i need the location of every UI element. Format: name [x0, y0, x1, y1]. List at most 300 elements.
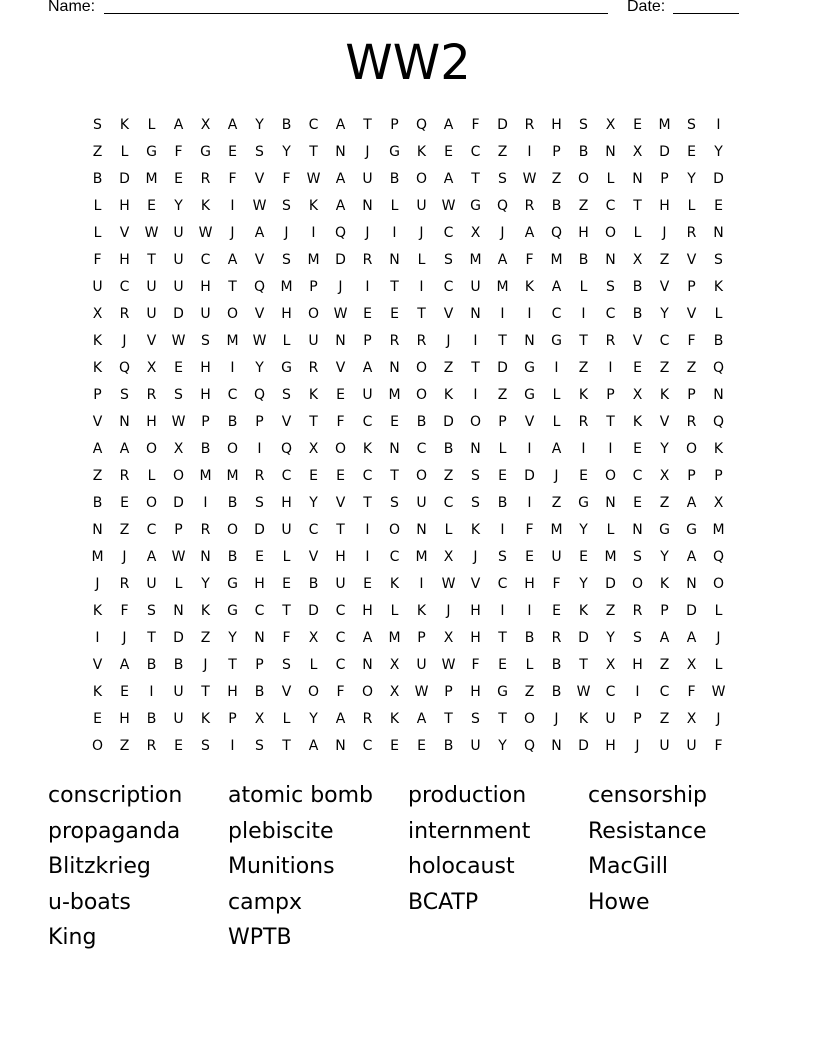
grid-letter: V: [308, 549, 319, 565]
grid-letter: M: [550, 522, 563, 538]
grid-row: [84, 490, 732, 517]
grid-letter: N: [470, 306, 481, 322]
grid-letter: G: [389, 144, 400, 160]
grid-letter: S: [444, 252, 453, 268]
grid-letter: T: [228, 279, 237, 295]
grid-letter: V: [659, 414, 670, 430]
grid-letter: Z: [443, 468, 454, 484]
grid-letter: E: [498, 657, 507, 673]
grid-letter: C: [362, 738, 373, 754]
grid-row: [84, 193, 732, 220]
grid-letter: H: [632, 657, 643, 673]
grid-letter: B: [578, 252, 589, 268]
grid-row: [84, 733, 732, 760]
grid-letter: O: [307, 306, 320, 322]
grid-letter: T: [579, 657, 588, 673]
grid-letter: Y: [660, 306, 669, 322]
grid-row: [84, 409, 732, 436]
grid-letter: L: [633, 225, 642, 241]
grid-letter: F: [93, 252, 102, 268]
grid-letter: S: [147, 603, 156, 619]
grid-letter: R: [146, 387, 157, 403]
grid-letter: I: [230, 198, 235, 214]
grid-letter: I: [500, 603, 505, 619]
grid-letter: A: [173, 117, 184, 133]
grid-letter: Z: [686, 360, 697, 376]
grid-letter: W: [522, 171, 537, 187]
grid-letter: E: [633, 360, 642, 376]
grid-letter: I: [365, 549, 370, 565]
grid-letter: M: [469, 252, 482, 268]
grid-letter: M: [388, 630, 401, 646]
grid-letter: A: [308, 738, 319, 754]
grid-letter: N: [686, 576, 697, 592]
grid-letter: T: [498, 630, 507, 646]
grid-letter: I: [527, 144, 532, 160]
grid-letter: R: [200, 171, 211, 187]
grid-letter: H: [281, 306, 292, 322]
grid-letter: G: [524, 360, 535, 376]
grid-letter: S: [687, 117, 696, 133]
grid-letter: G: [524, 387, 535, 403]
grid-letter: P: [228, 711, 237, 727]
grid-letter: U: [605, 711, 616, 727]
grid-letter: A: [497, 252, 508, 268]
grid-letter: U: [335, 576, 346, 592]
grid-letter: R: [632, 603, 643, 619]
grid-letter: H: [578, 225, 589, 241]
grid-letter: L: [282, 333, 291, 349]
grid-letter: M: [280, 279, 293, 295]
grid-letter: G: [659, 522, 670, 538]
grid-letter: F: [714, 738, 723, 754]
grid-letter: A: [686, 630, 697, 646]
grid-letter: P: [606, 387, 615, 403]
grid-letter: Z: [497, 144, 508, 160]
grid-letter: W: [198, 225, 213, 241]
grid-letter: V: [524, 414, 535, 430]
grid-letter: X: [443, 630, 454, 646]
grid-letter: H: [362, 603, 373, 619]
grid-letter: R: [686, 225, 697, 241]
grid-letter: H: [119, 252, 130, 268]
grid-letter: U: [200, 306, 211, 322]
grid-letter: O: [415, 468, 428, 484]
grid-letter: R: [119, 468, 130, 484]
grid-letter: K: [416, 144, 427, 160]
grid-letter: L: [309, 657, 318, 673]
grid-letter: S: [471, 468, 480, 484]
grid-letter: M: [388, 387, 401, 403]
grid-letter: A: [416, 711, 427, 727]
grid-letter: O: [388, 522, 401, 538]
grid-letter: J: [662, 225, 667, 241]
grid-letter: C: [281, 468, 292, 484]
grid-letter: R: [119, 576, 130, 592]
grid-letter: H: [470, 684, 481, 700]
grid-letter: V: [443, 306, 454, 322]
grid-letter: B: [551, 657, 562, 673]
grid-letter: D: [578, 738, 589, 754]
grid-letter: U: [308, 333, 319, 349]
grid-letter: R: [578, 414, 589, 430]
grid-letter: F: [120, 603, 129, 619]
grid-letter: C: [443, 495, 454, 511]
grid-letter: V: [470, 576, 481, 592]
grid-letter: X: [92, 306, 103, 322]
word-list-item: censorship: [588, 783, 708, 808]
grid-letter: O: [577, 171, 590, 187]
grid-letter: T: [444, 711, 453, 727]
grid-letter: C: [416, 441, 427, 457]
grid-letter: Z: [659, 252, 670, 268]
grid-letter: C: [632, 468, 643, 484]
grid-letter: O: [91, 738, 104, 754]
grid-letter: D: [497, 360, 508, 376]
header-row: [48, 0, 768, 20]
grid-letter: X: [605, 117, 616, 133]
grid-letter: A: [443, 171, 454, 187]
grid-letter: A: [551, 279, 562, 295]
grid-letter: L: [498, 441, 507, 457]
grid-letter: Y: [498, 738, 507, 754]
grid-letter: I: [95, 630, 100, 646]
grid-letter: N: [605, 252, 616, 268]
grid-row: [84, 220, 732, 247]
grid-letter: H: [119, 711, 130, 727]
grid-letter: E: [390, 306, 399, 322]
grid-letter: M: [496, 279, 509, 295]
grid-letter: O: [604, 468, 617, 484]
grid-letter: S: [201, 333, 210, 349]
grid-letter: L: [579, 279, 588, 295]
grid-letter: J: [95, 576, 100, 592]
grid-letter: C: [362, 468, 373, 484]
grid-letter: T: [363, 117, 372, 133]
grid-letter: T: [147, 630, 156, 646]
grid-letter: X: [443, 549, 454, 565]
word-list-item: Munitions: [228, 854, 335, 879]
grid-letter: I: [365, 522, 370, 538]
grid-letter: J: [446, 333, 451, 349]
grid-letter: R: [524, 198, 535, 214]
grid-letter: I: [527, 495, 532, 511]
grid-letter: U: [416, 495, 427, 511]
grid-letter: B: [524, 630, 535, 646]
grid-letter: E: [390, 738, 399, 754]
grid-letter: C: [254, 603, 265, 619]
grid-letter: H: [551, 117, 562, 133]
grid-letter: I: [581, 441, 586, 457]
grid-letter: E: [309, 468, 318, 484]
grid-letter: V: [686, 252, 697, 268]
grid-letter: E: [174, 738, 183, 754]
grid-letter: A: [146, 549, 157, 565]
grid-letter: V: [335, 360, 346, 376]
grid-letter: Y: [660, 441, 669, 457]
grid-letter: Z: [551, 495, 562, 511]
grid-letter: L: [606, 522, 615, 538]
grid-letter: R: [254, 468, 265, 484]
grid-letter: M: [550, 252, 563, 268]
grid-letter: X: [308, 441, 319, 457]
grid-letter: F: [687, 684, 696, 700]
grid-letter: K: [443, 387, 454, 403]
grid-letter: N: [254, 630, 265, 646]
grid-letter: E: [687, 144, 696, 160]
grid-letter: D: [605, 576, 616, 592]
grid-letter: O: [685, 441, 698, 457]
grid-letter: L: [444, 522, 453, 538]
grid-row: [84, 706, 732, 733]
grid-letter: Z: [659, 711, 670, 727]
grid-letter: Z: [119, 738, 130, 754]
grid-letter: O: [631, 576, 644, 592]
grid-letter: N: [173, 603, 184, 619]
grid-letter: E: [579, 549, 588, 565]
grid-letter: M: [307, 252, 320, 268]
word-list-item: production: [408, 783, 527, 808]
grid-letter: Q: [550, 225, 563, 241]
grid-letter: E: [633, 495, 642, 511]
grid-row: [84, 652, 732, 679]
grid-letter: H: [119, 198, 130, 214]
grid-letter: T: [309, 414, 318, 430]
grid-letter: T: [579, 333, 588, 349]
grid-letter: F: [336, 684, 345, 700]
grid-letter: N: [605, 144, 616, 160]
grid-letter: J: [203, 657, 208, 673]
grid-letter: E: [93, 711, 102, 727]
grid-letter: Y: [255, 117, 264, 133]
grid-letter: D: [686, 603, 697, 619]
grid-letter: F: [687, 333, 696, 349]
grid-letter: L: [714, 306, 723, 322]
grid-letter: J: [122, 549, 127, 565]
grid-letter: T: [633, 198, 642, 214]
grid-letter: E: [147, 198, 156, 214]
grid-letter: Z: [659, 495, 670, 511]
grid-letter: J: [365, 144, 370, 160]
grid-letter: B: [146, 711, 157, 727]
grid-letter: N: [416, 522, 427, 538]
grid-letter: U: [281, 522, 292, 538]
grid-letter: B: [146, 657, 157, 673]
grid-letter: J: [554, 468, 559, 484]
grid-letter: L: [687, 198, 696, 214]
grid-letter: X: [389, 684, 400, 700]
grid-letter: R: [362, 252, 373, 268]
grid-letter: S: [201, 738, 210, 754]
grid-letter: X: [200, 117, 211, 133]
grid-letter: F: [471, 117, 480, 133]
grid-letter: U: [362, 387, 373, 403]
grid-letter: T: [228, 657, 237, 673]
grid-letter: W: [171, 333, 186, 349]
grid-letter: Q: [253, 279, 266, 295]
grid-letter: E: [633, 441, 642, 457]
grid-letter: N: [713, 225, 724, 241]
grid-letter: A: [443, 117, 454, 133]
grid-letter: B: [92, 495, 103, 511]
grid-letter: P: [714, 468, 723, 484]
grid-letter: N: [362, 198, 373, 214]
word-list-item: King: [48, 925, 97, 950]
grid-letter: P: [687, 387, 696, 403]
grid-letter: K: [308, 387, 319, 403]
grid-letter: V: [119, 225, 130, 241]
grid-letter: Z: [605, 603, 616, 619]
grid-letter: I: [419, 576, 424, 592]
grid-letter: H: [254, 576, 265, 592]
grid-letter: E: [282, 576, 291, 592]
grid-letter: K: [92, 684, 103, 700]
grid-letter: J: [338, 279, 343, 295]
grid-letter: K: [578, 387, 589, 403]
grid-letter: C: [443, 279, 454, 295]
grid-letter: J: [554, 711, 559, 727]
grid-letter: W: [171, 549, 186, 565]
grid-letter: E: [228, 144, 237, 160]
grid-letter: O: [307, 684, 320, 700]
grid-letter: B: [227, 495, 238, 511]
grid-letter: U: [173, 279, 184, 295]
grid-letter: K: [389, 576, 400, 592]
word-list-item: holocaust: [408, 854, 515, 879]
grid-letter: F: [525, 252, 534, 268]
grid-letter: F: [525, 522, 534, 538]
grid-letter: L: [417, 252, 426, 268]
grid-row: [84, 301, 732, 328]
grid-letter: K: [713, 441, 724, 457]
grid-letter: K: [659, 576, 670, 592]
grid-letter: O: [712, 576, 725, 592]
word-list-item: plebiscite: [228, 818, 334, 844]
date-line: [673, 13, 739, 14]
grid-letter: Y: [660, 549, 669, 565]
grid-letter: E: [336, 468, 345, 484]
grid-letter: M: [226, 333, 239, 349]
grid-letter: S: [174, 387, 183, 403]
grid-letter: R: [605, 333, 616, 349]
grid-letter: R: [119, 306, 130, 322]
grid-letter: H: [659, 198, 670, 214]
grid-letter: K: [713, 279, 724, 295]
grid-letter: A: [362, 360, 373, 376]
grid-letter: N: [713, 387, 724, 403]
grid-letter: O: [604, 225, 617, 241]
grid-letter: I: [608, 360, 613, 376]
grid-letter: G: [227, 603, 238, 619]
word-list-item: u-boats: [48, 889, 131, 915]
grid-letter: K: [308, 198, 319, 214]
grid-letter: D: [578, 630, 589, 646]
grid-letter: B: [443, 441, 454, 457]
grid-letter: U: [146, 279, 157, 295]
grid-letter: P: [255, 657, 264, 673]
grid-letter: I: [230, 360, 235, 376]
grid-letter: G: [281, 360, 292, 376]
grid-letter: S: [255, 738, 264, 754]
grid-letter: Q: [253, 387, 266, 403]
grid-letter: S: [498, 171, 507, 187]
grid-letter: A: [686, 549, 697, 565]
grid-letter: Q: [118, 360, 131, 376]
grid-letter: K: [578, 603, 589, 619]
grid-letter: X: [632, 252, 643, 268]
grid-letter: Q: [496, 198, 509, 214]
grid-letter: N: [362, 657, 373, 673]
grid-letter: Y: [579, 576, 588, 592]
grid-letter: I: [473, 333, 478, 349]
grid-letter: B: [92, 171, 103, 187]
grid-letter: A: [119, 657, 130, 673]
grid-letter: E: [174, 171, 183, 187]
grid-letter: N: [389, 441, 400, 457]
grid-letter: H: [281, 495, 292, 511]
grid-letter: N: [92, 522, 103, 538]
grid-letter: Z: [551, 171, 562, 187]
grid-letter: B: [173, 657, 184, 673]
grid-letter: H: [146, 414, 157, 430]
grid-letter: X: [389, 657, 400, 673]
grid-letter: O: [334, 441, 347, 457]
grid-row: [84, 436, 732, 463]
grid-letter: U: [686, 738, 697, 754]
grid-letter: G: [146, 144, 157, 160]
grid-letter: I: [500, 522, 505, 538]
grid-letter: U: [173, 711, 184, 727]
grid-letter: V: [632, 333, 643, 349]
grid-letter: X: [173, 441, 184, 457]
grid-letter: B: [227, 549, 238, 565]
grid-letter: K: [524, 279, 535, 295]
grid-letter: X: [308, 630, 319, 646]
grid-letter: R: [551, 630, 562, 646]
grid-letter: M: [226, 468, 239, 484]
grid-letter: P: [552, 144, 561, 160]
grid-letter: K: [92, 360, 103, 376]
grid-row: [84, 274, 732, 301]
grid-letter: F: [336, 414, 345, 430]
grid-letter: C: [119, 279, 130, 295]
grid-letter: V: [686, 306, 697, 322]
grid-letter: Z: [497, 387, 508, 403]
grid-letter: V: [281, 414, 292, 430]
grid-letter: N: [632, 522, 643, 538]
grid-letter: J: [365, 225, 370, 241]
grid-letter: R: [200, 522, 211, 538]
grid-letter: S: [471, 495, 480, 511]
grid-letter: M: [712, 522, 725, 538]
grid-letter: N: [335, 333, 346, 349]
grid-letter: I: [419, 279, 424, 295]
grid-letter: W: [441, 576, 456, 592]
name-label: Name:: [48, 0, 96, 15]
grid-letter: S: [282, 387, 291, 403]
grid-letter: A: [254, 225, 265, 241]
grid-letter: B: [497, 495, 508, 511]
grid-letter: P: [201, 414, 210, 430]
grid-letter: G: [578, 495, 589, 511]
grid-letter: R: [686, 414, 697, 430]
grid-letter: H: [200, 387, 211, 403]
grid-letter: P: [444, 684, 453, 700]
grid-letter: E: [633, 117, 642, 133]
grid-letter: D: [173, 630, 184, 646]
word-list-item: atomic bomb: [228, 783, 374, 808]
grid-letter: Q: [415, 117, 428, 133]
